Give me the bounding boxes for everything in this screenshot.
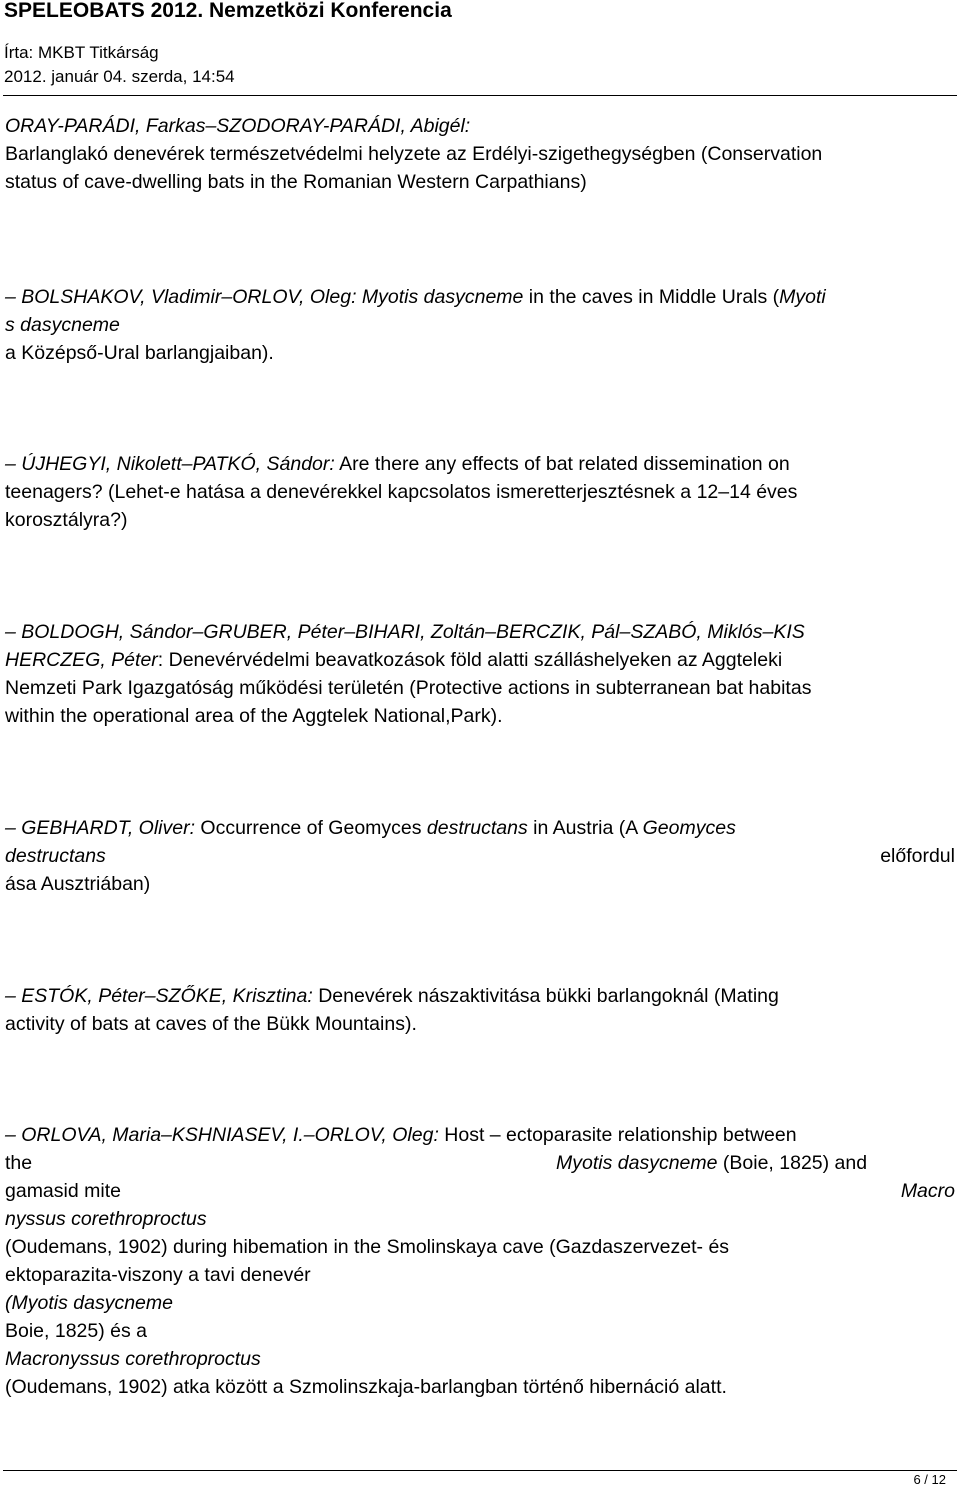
entry-title-part: in Austria (A (527, 817, 643, 839)
entry-species: destructans (426, 817, 528, 839)
entry-species: Myoti (779, 286, 826, 308)
entry-species-cont: destructans (5, 845, 106, 867)
page-number: 6 / 12 (913, 1472, 946, 1487)
entry-title-cont: Boie, 1825) és a (5, 1320, 148, 1342)
entry-species-cont: s dasycneme (5, 314, 120, 336)
article-date: 2012. január 04. szerda, 14:54 (4, 67, 235, 86)
entry-title-cont: (Oudemans, 1902) during hibemation in the Smolinskaya cave (Gazdaszervezet- és (5, 1236, 730, 1258)
abstract-entry (5, 982, 955, 1038)
entry-species: Macronyssus corethroproctus (5, 1348, 261, 1370)
entry-title: in the caves in Middle Urals ( (523, 286, 780, 308)
entry-title: Barlanglakó denevérek természetvédelmi helyzete az Erdélyi-szigethegységben (Conservation (5, 143, 823, 165)
entry-authors: – GEBHARDT, Oliver: (5, 817, 195, 839)
entry-authors: – ORLOVA, Maria–KSHNIASEV, I.–ORLOV, Oleg: (5, 1124, 439, 1146)
entry-title: Occurrence of Geomyces (195, 817, 427, 839)
entry-species: (Myotis dasycneme (5, 1292, 173, 1314)
entry-title-cont: teenagers? (Lehet-e hatása a denevérekkel kapcsolatos ismeretterjesztésnek a 12–14 éves (5, 481, 798, 503)
entry-title-cont: activity of bats at caves of the Bükk Mountains). (5, 1013, 417, 1035)
entry-title-cont: Nemzeti Park Igazgatóság működési területén (Protective actions in subterranean bat habitas (5, 677, 812, 699)
entry-authors: – ESTÓK, Péter–SZŐKE, Krisztina: (5, 985, 313, 1007)
footer-divider (3, 1470, 957, 1471)
entry-authors: – BOLSHAKOV, Vladimir–ORLOV, Oleg: Myotis dasycneme (5, 286, 524, 308)
header-divider (3, 95, 957, 96)
entry-title-cont: ektoparazita-viszony a tavi denevér (5, 1264, 311, 1286)
entry-title: Host – ectoparasite relationship between (438, 1124, 797, 1146)
entry-species-cont: nyssus corethroproctus (5, 1208, 207, 1230)
entry-title-part: előfordul (880, 845, 955, 867)
abstract-entry (5, 112, 955, 196)
entry-title-cont: status of cave-dwelling bats in the Romanian Western Carpathians) (5, 171, 587, 193)
entry-title: Are there any effects of bat related dissemination on (334, 453, 790, 475)
page-header (0, 0, 960, 92)
entry-title-part: the (5, 1152, 33, 1174)
abstract-entry (5, 814, 955, 898)
page-title: SPELEOBATS 2012. Nemzetközi Konferencia (4, 0, 452, 22)
entry-title-part: (Boie, 1825) and (717, 1152, 868, 1174)
entry-title: Denevérek nászaktivitása bükki barlangoknál (Mating (312, 985, 779, 1007)
abstract-entry (5, 450, 955, 534)
entry-authors-cont: HERCZEG, Péter (5, 649, 158, 671)
entry-title-cont: (Oudemans, 1902) atka között a Szmolinszkaja-barlangban történő hibernáció alatt. (5, 1376, 727, 1398)
entry-species: Macro (900, 1180, 955, 1202)
entry-authors: – BOLDOGH, Sándor–GRUBER, Péter–BIHARI, Zoltán–BERCZIK, Pál–SZABÓ, Miklós–KIS (5, 621, 805, 643)
abstract-entry (5, 618, 955, 730)
abstract-entry (5, 1121, 955, 1401)
entry-authors: ORAY-PARÁDI, Farkas–SZODORAY-PARÁDI, Abigél: (5, 115, 471, 137)
abstract-entry (5, 283, 955, 367)
entry-title-cont: ása Ausztriában) (5, 873, 151, 895)
entry-title-part: gamasid mite (5, 1180, 121, 1202)
entry-species: Geomyces (642, 817, 736, 839)
article-author: Írta: MKBT Titkárság (4, 43, 159, 62)
entry-title-cont: a Középső-Ural barlangjaiban). (5, 342, 274, 364)
entry-authors: – ÚJHEGYI, Nikolett–PATKÓ, Sándor: (5, 453, 335, 475)
entry-species: Myotis dasycneme (556, 1152, 718, 1174)
entry-title-cont: korosztályra?) (5, 509, 128, 531)
entry-title: : Denevérvédelmi beavatkozások föld alatti szálláshelyeken az Aggteleki (157, 649, 783, 671)
entry-title-cont: within the operational area of the Aggtelek National,Park). (5, 705, 503, 727)
